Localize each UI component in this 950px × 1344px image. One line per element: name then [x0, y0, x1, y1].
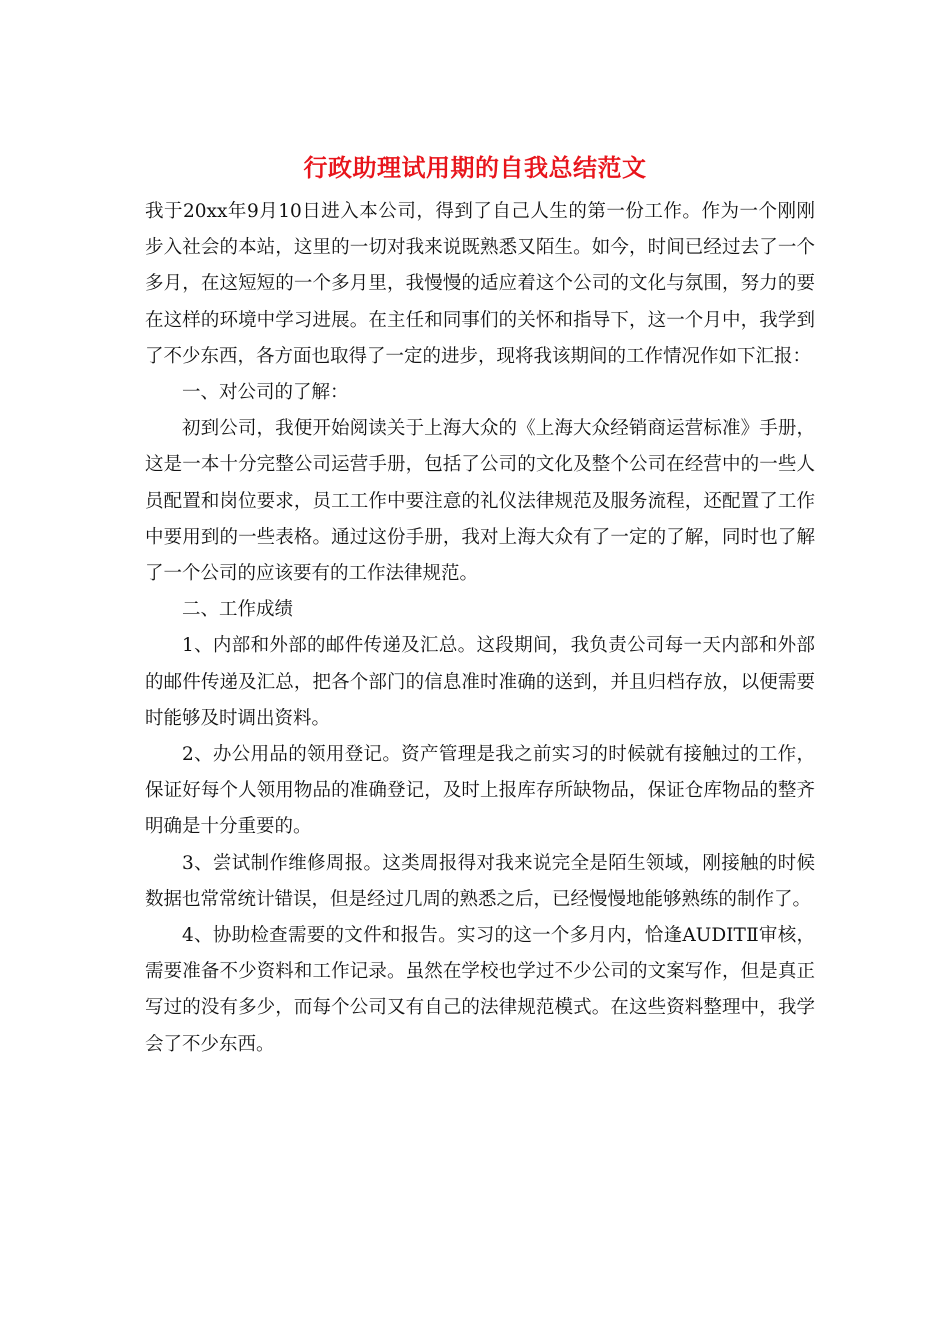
paragraph-achievement-mail: 1、内部和外部的邮件传递及汇总。这段期间，我负责公司每一天内部和外部的邮件传递及汇总，把各个部门的信息准时准确的送到，并且归档存放，以便需要时能够及时调出资料。 [145, 635, 815, 729]
heading-work-achievements: 二、工作成绩 [182, 599, 294, 621]
paragraph-achievement-audit: 4、协助检查需要的文件和报告。实习的这一个多月内，恰逢AUDITⅡ审核，需要准备不少资料和工作记录。虽然在学校也学过不少公司的文案写作，但是真正写过的没有多少，而每个公司又有自己的法律规范模式。在这些资料整理中，我学会了不少东西。 [145, 925, 815, 1055]
paragraph-achievement-supplies: 2、办公用品的领用登记。资产管理是我之前实习的时候就有接触过的工作，保证好每个人领用物品的准确登记，及时上报库存所缺物品，保证仓库物品的整齐明确是十分重要的。 [145, 744, 815, 838]
paragraph-company-understanding: 初到公司，我便开始阅读关于上海大众的《上海大众经销商运营标准》手册，这是一本十分完整公司运营手册，包括了公司的文化及整个公司在经营中的一些人员配置和岗位要求，员工工作中要注意的礼仪法律规范及服务流程，还配置了工作中要用到的一些表格。通过这份手册，我对上海大众有了一定的了解，同时也了解了一个公司的应该要有的工作法律规范。 [145, 418, 815, 585]
document-title: 行政助理试用期的自我总结范文 [303, 153, 647, 182]
heading-company-understanding: 一、对公司的了解： [182, 382, 349, 404]
document-body [145, 194, 815, 1063]
paragraph-achievement-weekly-report: 3、尝试制作维修周报。这类周报得对我来说完全是陌生领域，刚接触的时候数据也常常统计错误，但是经过几周的熟悉之后，已经慢慢地能够熟练的制作了。 [145, 852, 815, 910]
paragraph-intro: 我于20xx年9月10日进入本公司，得到了自己人生的第一份工作。作为一个刚刚步入社会的本站，这里的一切对我来说既熟悉又陌生。如今，时间已经过去了一个多月，在这短短的一个多月里，我慢慢的适应着这个公司的文化与氛围，努力的要在这样的环境中学习进展。在主任和同事们的关怀和指导下，这一个月中，我学到了不少东西，各方面也取得了一定的进步，现将我该期间的工作情况作如下汇报： [145, 201, 815, 367]
